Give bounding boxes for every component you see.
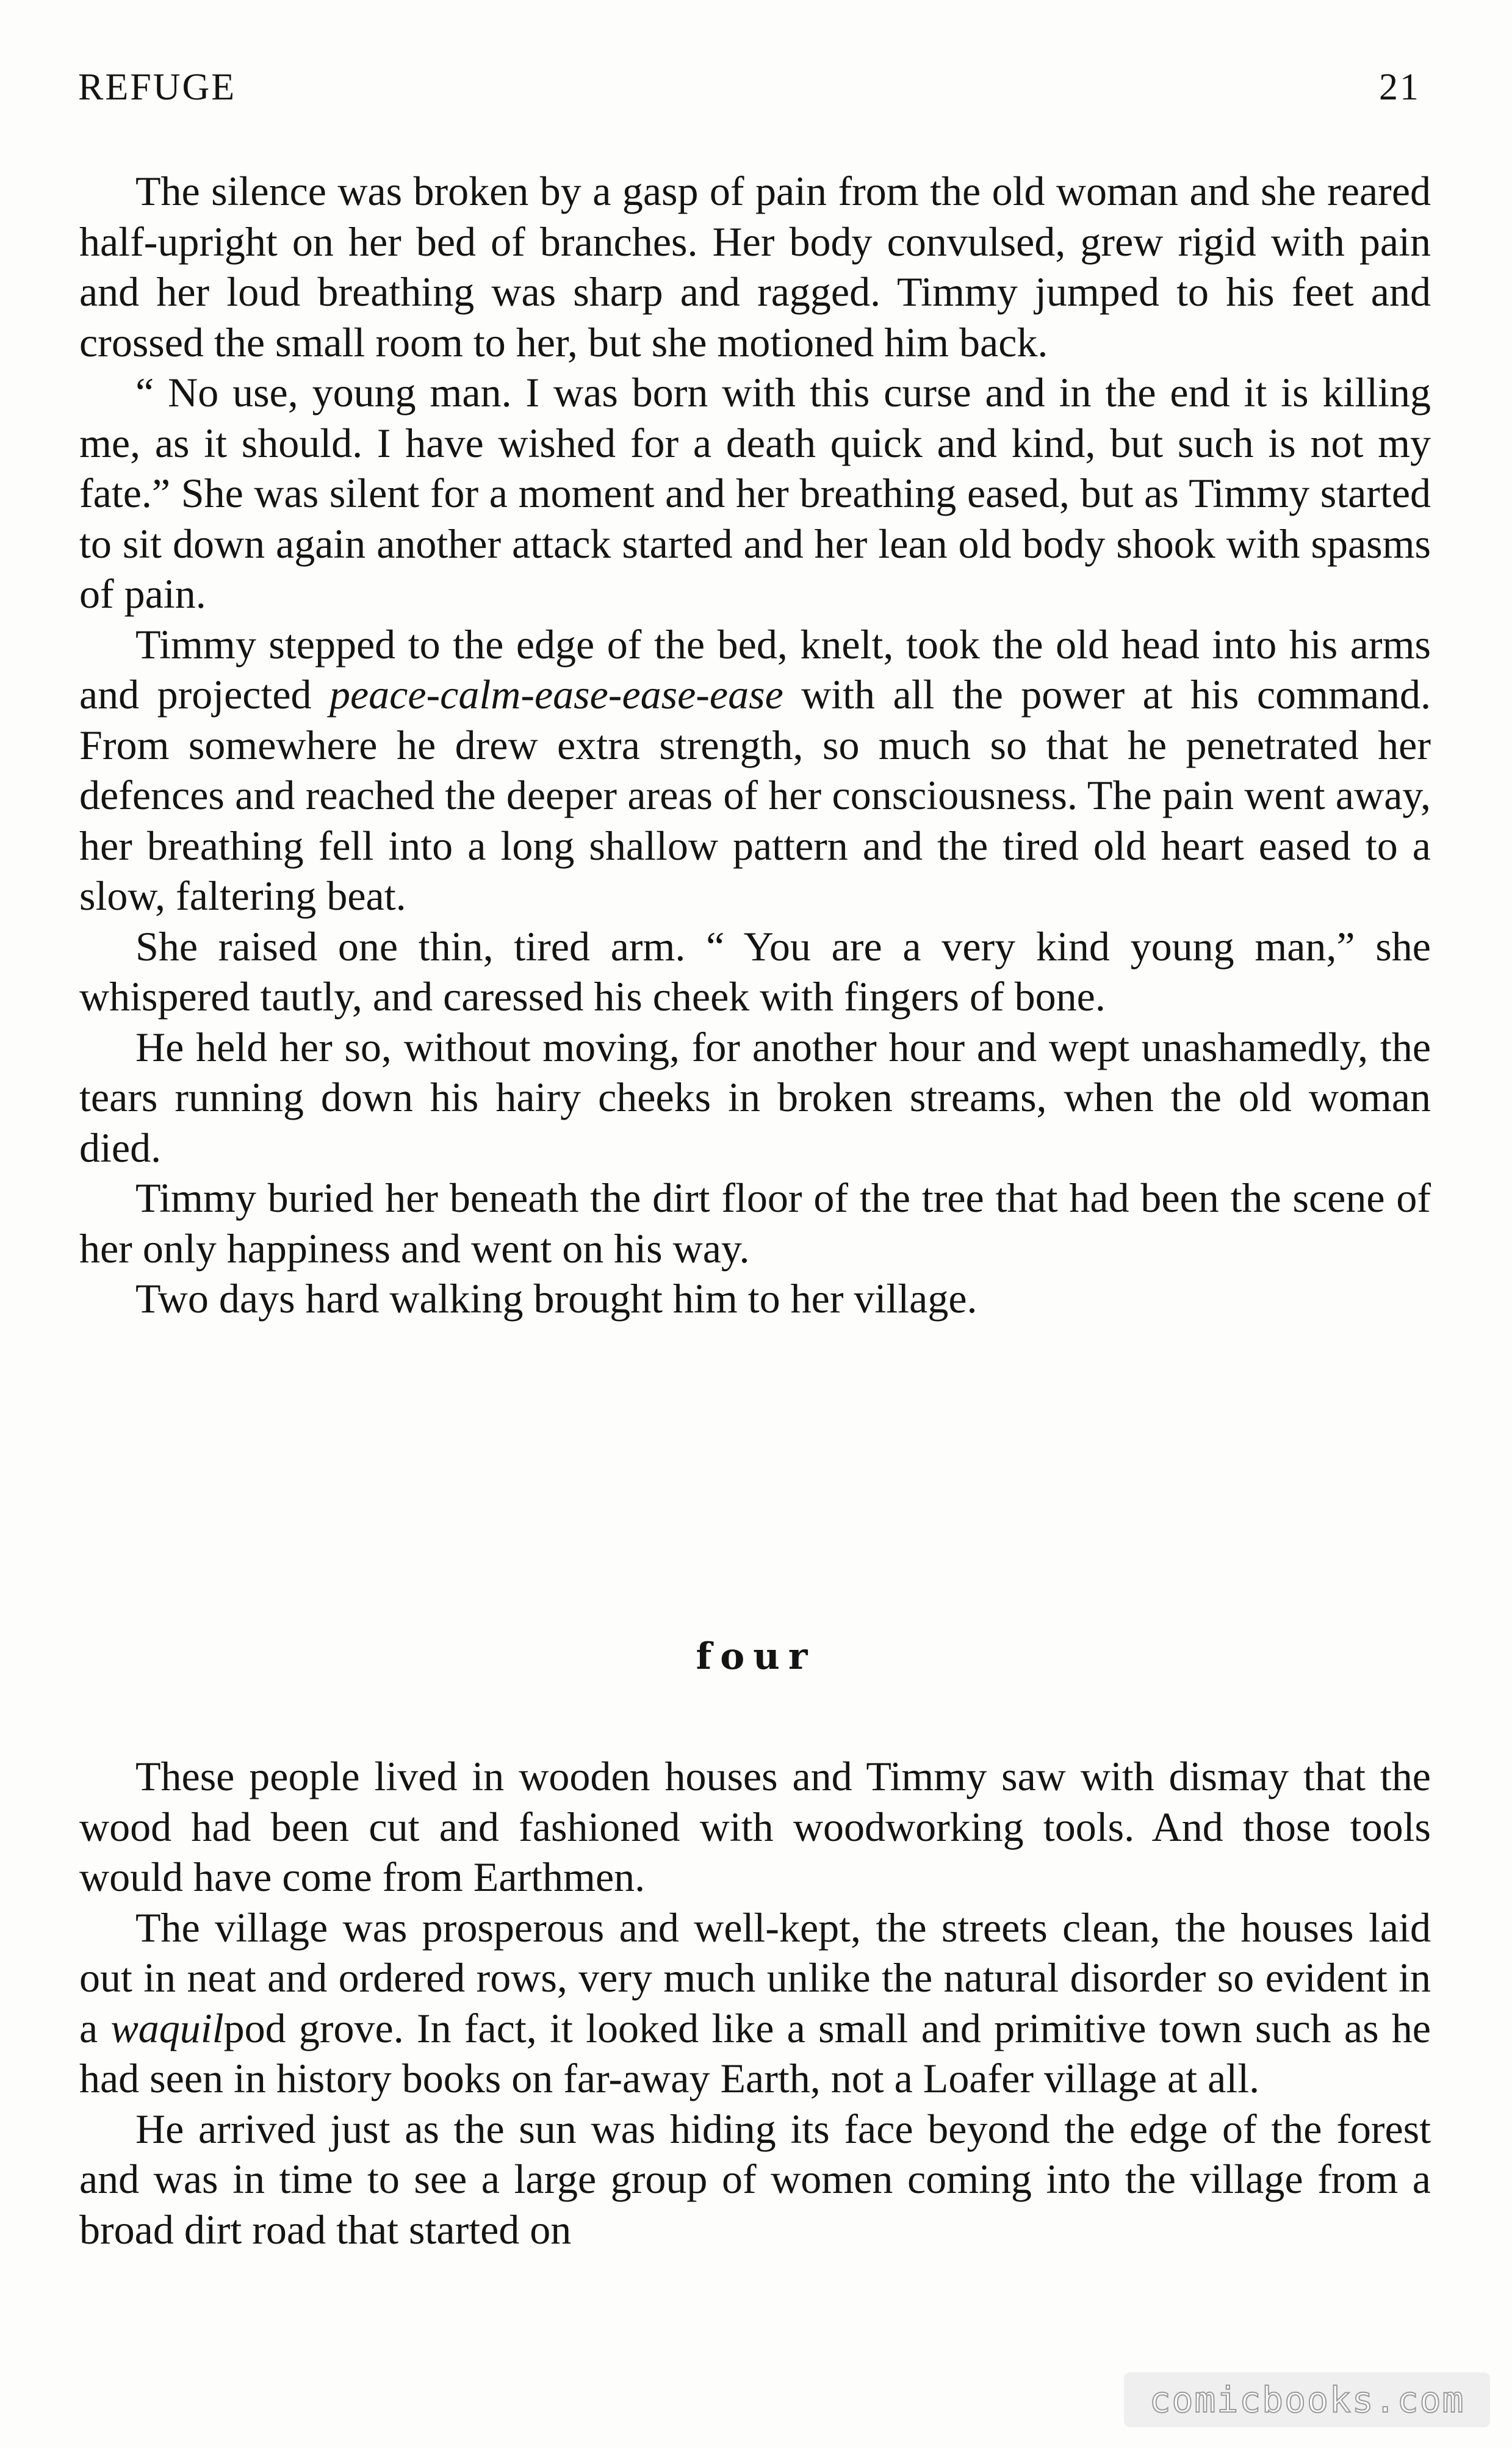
paragraph xyxy=(79,1903,1431,2104)
page-number: 21 xyxy=(1379,67,1420,108)
paragraph xyxy=(79,2104,1431,2255)
text-segment: Timmy buried her beneath the dirt floor of the tree that had been the scene of her only happiness and went on his way. xyxy=(79,1175,1431,1272)
text-segment: These people lived in wooden houses and Timmy saw with dismay that the wood had been cut and fashioned with woodworking tools. And those tools would have come from Earthmen. xyxy=(79,1753,1431,1900)
paragraph xyxy=(79,1273,1431,1324)
paragraph xyxy=(79,1022,1431,1173)
text-segment: Timmy stepped to the edge of the bed, knelt, took the old head into his arms and projected xyxy=(79,621,1431,718)
text-segment: Two days hard walking brought him to her village. xyxy=(135,1275,977,1322)
paragraph xyxy=(79,166,1431,367)
paragraph xyxy=(79,367,1431,619)
paragraph xyxy=(79,921,1431,1022)
italic-segment: peace-calm-ease-ease-ease xyxy=(329,671,783,718)
text-segment: He arrived just as the sun was hiding its face beyond the edge of the forest and was in time to see a large group of women coming into the village from a broad dirt road that started on xyxy=(79,2105,1431,2253)
text-block-after-break xyxy=(79,1751,1431,2255)
text-segment: He held her so, without moving, for another hour and wept unashamedly, the tears running down his hairy cheeks in broken streams, when the old woman died. xyxy=(79,1023,1431,1171)
running-head-title: REFUGE xyxy=(78,67,237,108)
text-segment: She raised one thin, tired arm. “ You are a very kind young man,” she whispered tautly, and caressed his cheek with fingers of bone. xyxy=(79,923,1431,1020)
italic-segment: waquil xyxy=(110,2004,224,2051)
text-block-before-break xyxy=(79,166,1431,1324)
paragraph xyxy=(79,619,1431,921)
paragraph xyxy=(79,1751,1431,1903)
text-segment: pod grove. In fact, it looked like a small and primitive town such as he had seen in history books on far-away Earth, not a Loafer village at all. xyxy=(79,2004,1431,2101)
watermark-logo: comicbooks.com xyxy=(1124,2372,1490,2427)
paragraph xyxy=(79,1173,1431,1273)
text-segment: The silence was broken by a gasp of pain from the old woman and she reared half-upright on her bed of branches. Her body convulsed, grew rigid with pain and her loud breathing was sharp and ragged. Timmy jumped to his feet and crossed the small room to her, but she motioned him back. xyxy=(79,168,1431,365)
running-head xyxy=(78,66,1420,115)
text-segment: The village was prosperous and well-kept, the streets clean, the houses laid out in neat and ordered rows, very much unlike the natural disorder so evident in a xyxy=(79,1904,1431,2051)
text-segment: with all the power at his command. From somewhere he drew extra strength, so much so that he penetrated her defences and reached the deeper areas of her consciousness. The pain went away, her breathing fell into a long shallow pattern and the tired old heart eased to a slow, faltering beat. xyxy=(79,671,1431,919)
chapter-heading: four xyxy=(696,1635,816,1678)
text-segment: “ No use, young man. I was born with this curse and in the end it is killing me, as it should. I have wished for a death quick and kind, but such is not my fate.” She was silent for a moment and her breathing eased, but as Timmy started to sit down again another attack started and her lean old body shook with spasms of pain. xyxy=(79,369,1431,617)
